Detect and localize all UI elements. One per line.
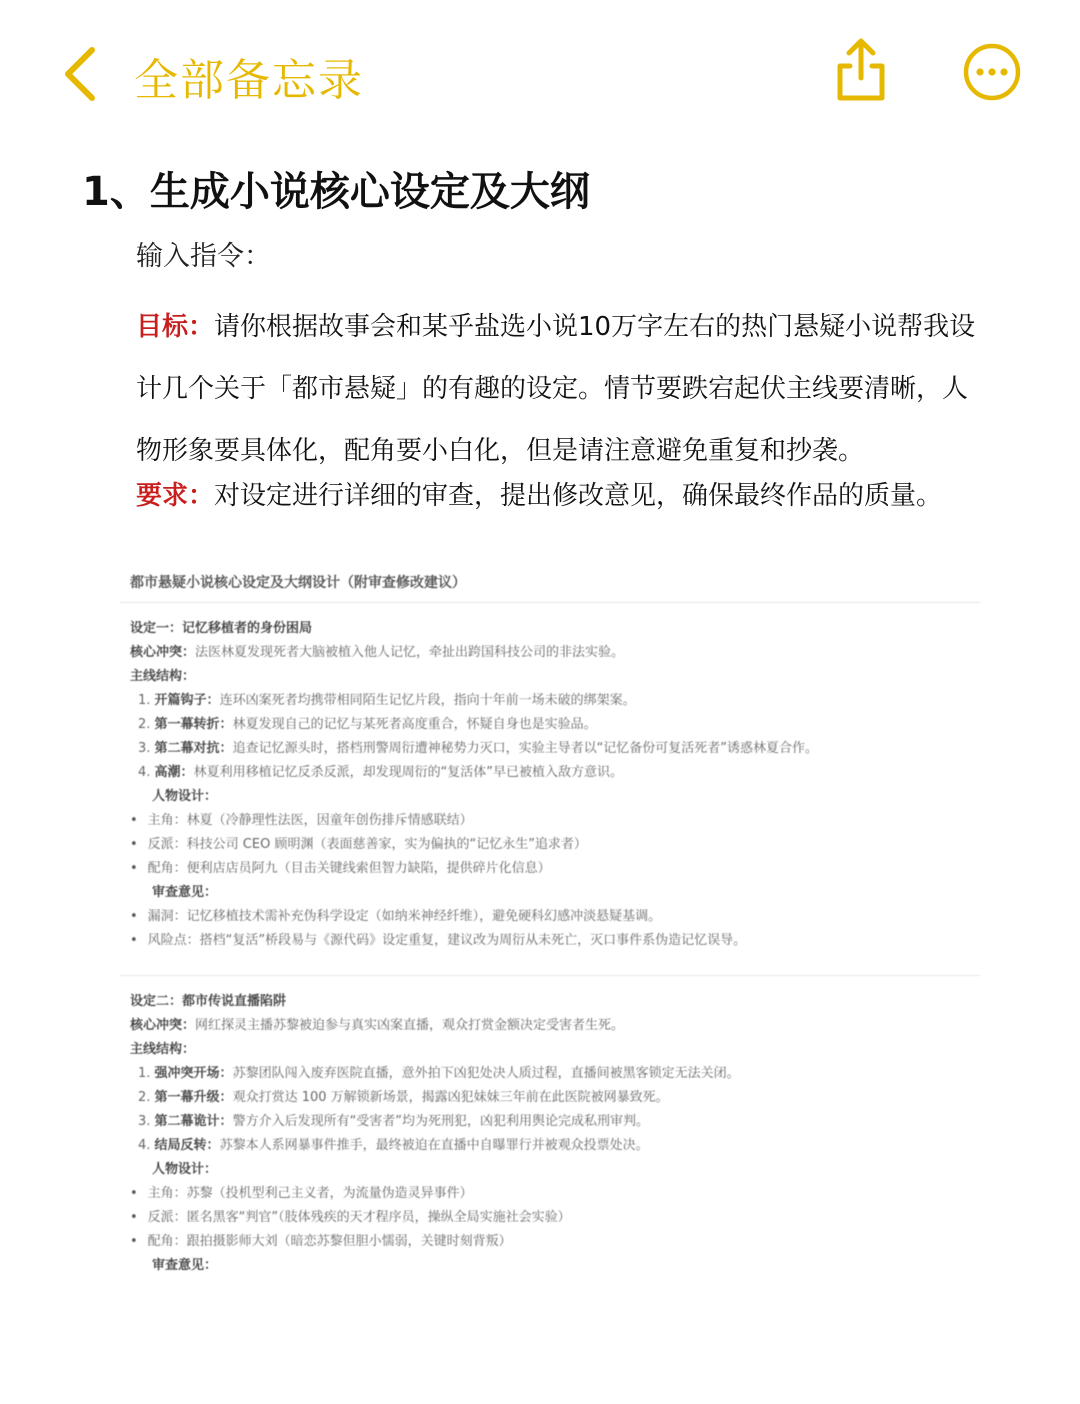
plot-item: 4. 结局反转：苏黎本人系网暴事件推手，最终被迫在直播中自曝罪行并被观众投票处决。 xyxy=(138,1138,649,1153)
plot-item: 3. 第二幕诡计：警方介入后发现所有“受害者”均为死刑犯，凶犯利用舆论完成私刑审判。 xyxy=(138,1114,650,1129)
character-item: • 反派：科技公司 CEO 顾明渊（表面慈善家，实为偏执的“记忆永生”追求者） xyxy=(130,833,980,857)
character-item: • 反派：匿名黑客“判官”（肢体残疾的天才程序员，操纵全局实施社会实验） xyxy=(130,1206,980,1230)
core-conflict: 核心冲突：法医林夏发现死者大脑被植入他人记忆，牵扯出跨国科技公司的非法实验。 xyxy=(130,645,625,660)
divider xyxy=(120,602,980,603)
requirement-text: 对设定进行详细的审查，提出修改意见，确保最终作品的质量。 xyxy=(214,481,943,511)
doc-title: 都市悬疑小说核心设定及大纲设计（附审查修改建议） xyxy=(130,575,466,591)
review-item: • 风险点：搭档“复活”桥段易与《源代码》设定重复，建议改为周衍从未死亡，灭口事件系伪造记忆误导。 xyxy=(130,929,980,953)
plot-item: 4. 高潮：林夏利用移植记忆反杀反派，却发现周衍的“复活体”早已被植入敌方意识。 xyxy=(138,765,624,780)
character-item: • 配角：便利店店员阿九（目击关键线索但智力缺陷，提供碎片化信息） xyxy=(130,857,980,881)
setting-title: 设定二：都市传说直播陷阱 xyxy=(130,994,287,1009)
nav-back-title[interactable]: 全部备忘录 xyxy=(134,55,364,106)
share-icon[interactable] xyxy=(832,36,890,102)
plot-item: 3. 第二幕对抗：追查记忆源头时，搭档刑警周衍遭神秘势力灭口，实验主导者以“记忆备份可复活死者”诱惑林夏合作。 xyxy=(138,741,819,756)
core-conflict: 核心冲突：网红探灵主播苏黎被迫参与真实凶案直播，观众打赏金额决定受害者生死。 xyxy=(130,1018,625,1033)
review-item: • 漏洞：记忆移植技术需补充伪科学设定（如纳米神经纤维），避免硬科幻感冲淡悬疑基调。 xyxy=(130,905,980,929)
requirement-keyword: 要求： xyxy=(136,481,215,511)
setting-title: 设定一：记忆移植者的身份困局 xyxy=(130,621,313,636)
embedded-document-image xyxy=(120,566,980,1273)
character-item: • 主角：林夏（冷静理性法医，因童年创伤排斥情感联结） xyxy=(130,809,980,833)
requirement-paragraph xyxy=(136,476,992,516)
more-circle-icon[interactable] xyxy=(962,42,1022,102)
chevron-left-icon[interactable] xyxy=(60,44,100,104)
goal-text: 请你根据故事会和某乎盐选小说10万字左右的热门悬疑小说帮我设计几个关于「都市悬疑」的有趣的设定。情节要跌宕起伏主线要清晰，人物形象要具体化，配角要小白化，但是请注意避免重复和抄袭。 xyxy=(136,312,976,466)
goal-keyword: 目标： xyxy=(136,312,215,342)
review-label: 审查意见： xyxy=(152,1258,218,1273)
plot-item: 2. 第一幕升级：观众打赏达 100 万解锁新场景，揭露凶犯妹妹三年前在此医院被网暴致死。 xyxy=(138,1090,669,1105)
note-heading: 1、生成小说核心设定及大纲 xyxy=(82,169,590,215)
review-label: 审查意见： xyxy=(152,885,218,900)
prompt-label: 输入指令： xyxy=(136,241,271,272)
main-structure-label: 主线结构： xyxy=(130,1042,196,1057)
divider xyxy=(120,975,980,976)
plot-item: 2. 第一幕转折：林夏发现自己的记忆与某死者高度重合，怀疑自身也是实验品。 xyxy=(138,717,597,732)
plot-item: 1. 开篇钩子：连环凶案死者均携带相同陌生记忆片段，指向十年前一场未破的绑架案。 xyxy=(138,693,636,708)
character-item: • 配角：跟拍摄影师大刘（暗恋苏黎但胆小懦弱，关键时刻背叛） xyxy=(130,1230,980,1254)
character-label: 人物设计： xyxy=(152,789,218,804)
nav-bar xyxy=(0,0,1080,140)
main-structure-label: 主线结构： xyxy=(130,669,196,684)
goal-paragraph xyxy=(136,296,992,482)
character-label: 人物设计： xyxy=(152,1162,218,1177)
character-item: • 主角：苏黎（投机型利己主义者，为流量伪造灵异事件） xyxy=(130,1182,980,1206)
plot-item: 1. 强冲突开场：苏黎团队闯入废弃医院直播，意外拍下凶犯处决人质过程，直播间被黑客锁定无法关闭。 xyxy=(138,1066,740,1081)
